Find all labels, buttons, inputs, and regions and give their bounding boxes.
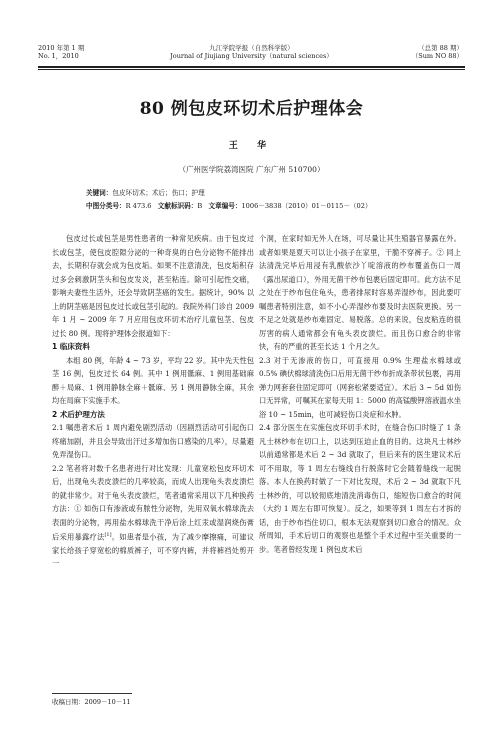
article-id-label: 文章编号：	[208, 202, 242, 210]
nursing-item-2-2	[52, 462, 254, 571]
nursing-item-2-1: 2.1 嘱患者术后 1 周内避免剧烈活动（因剧烈活动可引起伤口疼痛加剧，并且会导致出汗过多增加伤口感染的几率），尽量避免弄湿伤口。	[52, 423, 254, 459]
keywords: 包皮环切术；术后；伤口；护理	[112, 189, 205, 197]
continued-paragraph: 个洞，在家时如无外人在场，可尽量让其生殖器官暴露在外。或者如果是夏天可以让小孩子在家里，干脆不穿裤子。② 同上法清洗完毕后用浸有乳酸依沙丫啶溶液的纱布覆盖伤口一周（露出尿道口），外用无菌干纱布包裹后固定即可。此方法不足之处在于纱布包住龟头，患者排尿时容易弄湿纱布，因此要叮嘱患者特别注意，如不小心弄湿纱布要及时去医院更换。另一不足之处就是纱布难固定、易脱落。总的来说，包皮粘连的很厉害的病人通常都会有龟头表皮溃烂。而且伤口愈合的非常快，有的严重的甚至长达 1 个月之久。	[259, 234, 461, 351]
nursing-item-2-3: 2.3 对于无渗液的伤口，可直接用 0.9% 生理盐水棉球或 0.5% 碘伏棉球清洗伤口后用无菌干纱布折成条带状包裹，再用弹力网套套住固定即可（网套松紧要适宜）。术后 3 ~ 5d 如伤口无异常，可嘱其在家每天用 1：5000 的高锰酸钾溶液温水坐浴 10 ~ 15min，也可减轻伤口炎症和水肿。	[259, 355, 461, 419]
nursing-item-2-2-cont: 。如患者是小孩，为了减少摩擦痛，可建议家长给孩子穿宽松的棉质裤子，可不穿内裤，并将裤裆处剪开一	[52, 532, 254, 569]
section-heading-1: 1 临床资料	[52, 342, 90, 351]
volume-info	[412, 44, 463, 60]
body-column-left	[52, 232, 254, 571]
journal-cn: 九江学院学报（自然科学版）	[209, 44, 294, 52]
journal-en: Journal of Jiujiang University（natural sciences）	[170, 52, 333, 60]
article-title: 80 例包皮环切术后护理体会	[139, 99, 364, 119]
article-id: 1006－3838（2010）01－0115－（02）	[241, 202, 372, 210]
author-affiliation: （广州医学院荔湾医院 广东广州 510700）	[178, 165, 325, 174]
clinical-data-paragraph: 本组 80 例，年龄 4 ~ 73 岁，平均 22 岁。其中先天性包茎 16 例，包皮过长 64 例。其中 1 例用骶麻、1 例用基础麻醉＋局麻、1 例用静脉全麻＋骶麻、另 1 例用静脉全麻，其余均在局麻下实施手术。	[52, 355, 254, 405]
nursing-item-2-2-text: 2.2 笔者将对数千名患者进行对比发现：儿童宽松包皮环切术后，出现龟头表皮溃烂的几率较高，而成人出现龟头表皮溃烂的就非常少。对于龟头表皮溃烂，笔者通常采用以下几种换药方法：① 如伤口有渗液或有脓性分泌物，先用双氧水棉球洗去表面的分泌物，再用盐水棉球洗干净后涂上红汞或湿润烧伤膏后采用暴露疗法	[52, 463, 254, 542]
nursing-item-2-4: 2.4 部分医生在实施包皮环切手术时，在缝合伤口时缝了 1 条凡士林纱布在切口上，以达到压迫止血的目的。这块凡士林纱以前通常都是术后 2 ~ 3d 就取了，但后来有的医生建议术后可不用取，等 1 周左右缝线自行脱落时它会随着缝线一起脱落。本人在换药时做了一下对比发现，术后 2 ~ 3d 就取下凡士林纱的，可以较彻底地清洗消毒伤口，缩短伤口愈合的时间（大约 1 周左右即可恢复）。反之，如果等到 1 周左右才拆的话，由于纱布挡住切口，根本无法观察到切口愈合的情况。众所周知，手术后切口的观察也是整个手术过程中至关重要的一步。笔者曾经发现 1 例包皮术后	[259, 423, 461, 554]
section-heading-2: 2 术后护理方法	[52, 409, 105, 419]
intro-paragraph: 包皮过长或包茎是男性患者的一种常见疾病。由于包皮过长或包茎，使包皮腔隙分泌的一种奇臭的白色分泌物不能排出去，长期积存就会成为包皮垢。如果不注意清洗，包皮垢积存过多会刺激阴茎头和包皮发炎，甚至粘连。除可引起性交痛，影响夫妻性生活外，还会导致阴茎癌的发生。据统计，90% 以上的阴茎癌是因包皮过长或包茎引起的。我院外科门诊自 2009 年 1 月 ~ 2009 年 7 月应用包皮环切术治疗儿童包茎、包皮过长 80 例。现将护理体会报道如下：	[52, 234, 255, 338]
classification-line	[86, 200, 372, 210]
keywords-label: 关键词：	[86, 189, 113, 197]
doc-code-label: 文献标识码：	[157, 202, 198, 210]
header-rule-thin	[38, 69, 465, 70]
footnote-rule	[52, 693, 132, 694]
article-author: 王 华	[228, 141, 275, 151]
doc-code: B	[197, 202, 203, 210]
header-rule-thick	[38, 66, 465, 68]
body-column-right	[259, 232, 461, 556]
issue-cn: 2010 年第 1 期	[38, 44, 85, 52]
citation-ref: [1]	[104, 532, 112, 538]
issue-en: No. 1，2010	[38, 52, 79, 60]
clc-label: 中图分类号：	[86, 202, 126, 210]
received-date: 收稿日期：2009－10－11	[52, 698, 131, 706]
vol-cn: （总第 88 期）	[418, 44, 463, 52]
clc-number: R 473.6	[125, 202, 152, 210]
vol-en: （Sum NO 88）	[411, 52, 463, 60]
running-header	[0, 44, 503, 64]
keywords-line	[86, 187, 205, 197]
